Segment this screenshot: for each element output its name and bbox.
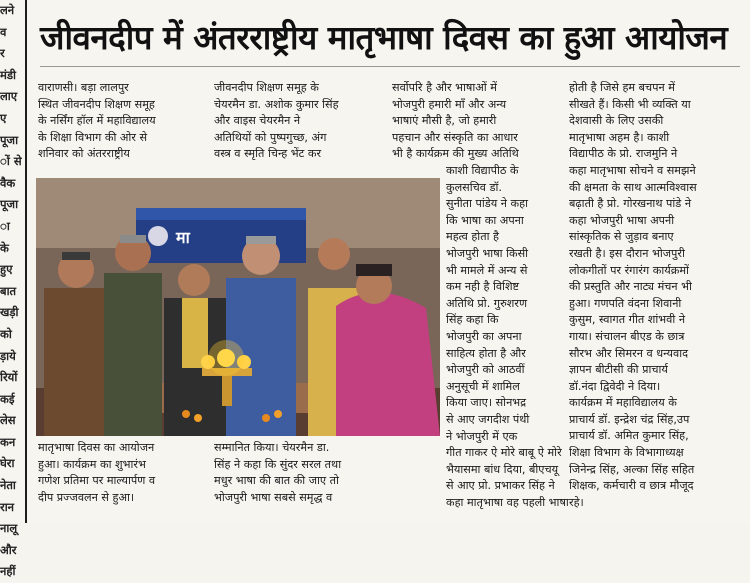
fragment-text: खड़ी (0, 305, 19, 320)
fragment-text: लाए (0, 89, 18, 104)
fragment-text: कई (0, 391, 15, 406)
text-line: जिनेन्द्र सिंह, अल्का सिंह सहित (569, 462, 695, 476)
text-line: से आए जगदीश पंथी (446, 412, 530, 426)
text-line: सुनीता पांडेय ने कहा (446, 197, 528, 211)
text-line: कहा मातृभाषा वह पहली भाषा (446, 495, 569, 509)
text-line: काशी विद्यापीठ के (446, 164, 519, 177)
fragment-text: पूजा (0, 132, 19, 147)
news-photo (36, 178, 440, 436)
text-line: कहा मातृभाषा सोचने व समझने (569, 163, 696, 177)
text-line: भोजपुरी हमारी माँ और अन्य (392, 97, 507, 111)
fragment-text: रान (0, 499, 15, 514)
text-line: मातृभाषा दिवस का आयोजन (38, 441, 155, 454)
text-line: स्थित जीवनदीप शिक्षण समूह (38, 97, 155, 111)
fragment-text: लेस (0, 413, 16, 428)
text-line: सम्मानित किया। चेयरमैन डा. (214, 441, 330, 454)
text-line: कुसुम, स्वागत गीत शांभवी ने (569, 313, 686, 327)
text-line: की प्रस्तुति और नाट्य मंचन भी (569, 280, 692, 294)
text-line: ज्ञापन बीटीसी की प्राचार्य (569, 363, 668, 377)
text-line: गीत गाकर ऐ मोरे बाबू ऐ मोरे (446, 446, 562, 460)
text-line: के नर्सिंग हॉल में महाविद्यालय (38, 114, 156, 128)
text-line: गणेश प्रतिमा पर माल्यार्पण व (38, 474, 156, 488)
text-line: विद्यापीठ के प्रो. राजमुनि ने (569, 147, 678, 161)
column-2-bottom (214, 440, 378, 506)
fragment-text: को (0, 326, 12, 341)
headline-rule (40, 66, 740, 67)
banner-text: मा (176, 228, 190, 247)
text-line: अनुसूची में शामिल (446, 379, 520, 393)
text-line: कहा भोजपुरी भाषा अपनी (569, 213, 675, 227)
text-line: सिंह कहा कि (446, 313, 499, 327)
text-line: भोजपुरी का अपना (446, 329, 522, 343)
text-line: हुआ। गणपति वंदना शिवानी (569, 296, 682, 310)
text-line: प्राचार्य डॉ. इन्द्रेश चंद्र सिंह,उप (569, 412, 690, 426)
fragment-text: और (0, 542, 17, 557)
text-line: शनिवार को अंतरराष्ट्रीय (38, 147, 130, 161)
column-3-top (392, 80, 554, 163)
fragment-text: के (0, 240, 9, 255)
text-line: के शिक्षा विभाग की ओर से (38, 130, 148, 144)
text-line: कम नही है विशिष्ट (446, 280, 520, 294)
text-line: किया जाए। सोनभद्र (446, 396, 527, 410)
text-line: हुआ। कार्यक्रम का शुभारंभ (38, 457, 146, 471)
text-line: सिंह ने कहा कि सुंदर सरल तथा (214, 457, 342, 471)
fragment-text: ए (0, 110, 7, 125)
text-line: सौरभ और सिमरन व धन्यवाद (569, 346, 689, 360)
text-line: साहित्य होता है और (446, 346, 526, 360)
text-line: वस्त्र व स्मृति चिन्ह भेंट कर (214, 147, 322, 161)
fragment-text: कन (0, 434, 16, 449)
lamp-lighting-photo (36, 178, 440, 436)
fragment-text: ा (0, 218, 10, 233)
text-line: कि भाषा का अपना (446, 213, 524, 227)
column-4 (569, 80, 735, 511)
fragment-text: व (0, 24, 7, 39)
text-line: अतिथि प्रो. गुरुशरण (446, 296, 528, 310)
text-line: रखती है। इस दौरान भोजपुरी (569, 246, 685, 260)
text-line: सर्वोपरि है और भाषाओं में (392, 81, 497, 94)
adjacent-column-fragment (0, 0, 22, 579)
text-line: महत्व होता है (446, 230, 499, 244)
fragment-text: वैक (0, 175, 16, 190)
column-divider (25, 0, 27, 523)
fragment-text: नालू (0, 521, 18, 536)
text-line: शिक्षा विभाग के विभागाध्यक्ष (569, 446, 684, 460)
fragment-text: ड़ाये (0, 348, 16, 363)
text-line: कुलसचिव डॉ. (446, 180, 502, 194)
text-line: भाषाएं मौसी है, जो हमारी (392, 114, 497, 128)
fragment-text: हुए (0, 262, 13, 277)
text-line: होती है जिसे हम बचपन में (569, 81, 675, 94)
fragment-text: ों से (0, 154, 22, 169)
fragment-text: लने (0, 3, 15, 17)
text-line: जीवनदीप शिक्षण समूह के (214, 81, 319, 94)
text-line: लोकगीतों पर रंगारंग कार्यक्रमों (569, 263, 689, 277)
text-line: मधुर भाषा की बात की जाए तो (214, 474, 339, 488)
column-3-beside-photo (446, 163, 569, 511)
text-line: अतिथियों को पुष्पगुच्छ, अंग (214, 130, 327, 144)
text-line: दीप प्रज्जवलन से हुआ। (38, 490, 135, 504)
text-line: बढ़ाती है प्रो. गोरखनाथ पांडे ने (569, 197, 692, 211)
text-line: भी मामले में अन्य से (446, 263, 528, 277)
text-line: गाया। संचालन बीएड के छात्र (569, 329, 685, 343)
text-line: कार्यक्रम में महाविद्यालय के (569, 396, 677, 410)
column-1-bottom (38, 440, 198, 506)
text-line: रहे। (569, 495, 584, 509)
fragment-text: पूजा (0, 197, 19, 212)
column-1-top (38, 80, 198, 163)
text-line: वाराणसी। बड़ा लालपुर (38, 81, 129, 94)
text-line: से आए प्रो. प्रभाकर सिंह ने (446, 479, 555, 493)
text-line: मातृभाषा अहम है। काशी (569, 130, 670, 144)
fragment-text: नहीं (0, 564, 16, 579)
text-line: भैयासमा बांध दिया, बीएचयू (446, 462, 559, 476)
text-line: प्राचार्य डॉ. अमित कुमार सिंह, (569, 429, 689, 443)
text-line: भी है कार्यक्रम की मुख्य अतिथि (392, 147, 519, 161)
fragment-text: नेता (0, 478, 16, 493)
fragment-text: बात (0, 283, 17, 298)
text-line: शिक्षक, कर्मचारी व छात्र मौजूद (569, 479, 694, 493)
fragment-text: रियों (0, 370, 18, 385)
fragment-text: मंडी (0, 67, 17, 82)
text-line: भोजपुरी भाषा सबसे समृद्ध व (214, 490, 333, 504)
fragment-text: र (0, 46, 5, 61)
column-2-top (214, 80, 378, 163)
text-line: की क्षमता के साथ आत्मविश्वास (569, 180, 697, 194)
text-line: पहचान और संस्कृति का आधार (392, 130, 518, 144)
text-line: देशवासी के लिए उसकी (569, 114, 664, 128)
text-line: सांस्कृतिक से जुड़ाव बनाए (569, 230, 674, 244)
text-line: चेयरमैन डा. अशोक कुमार सिंह (214, 97, 339, 111)
text-line: भोजपुरी को आठवीं (446, 363, 525, 377)
text-line: ने भोजपुरी में एक (446, 429, 518, 443)
text-line: और वाइस चेयरमैन ने (214, 114, 301, 128)
text-line: डॉ.नंदा द्विवेदी ने दिया। (569, 379, 661, 393)
text-line: सीखते हैं। किसी भी व्यक्ति या (569, 97, 691, 111)
text-line: भोजपुरी भाषा किसी (446, 246, 529, 260)
fragment-text: घेरा (0, 456, 15, 471)
headline: जीवनदीप में अंतरराष्ट्रीय मातृभाषा दिवस का हुआ आयोजन (40, 18, 728, 57)
